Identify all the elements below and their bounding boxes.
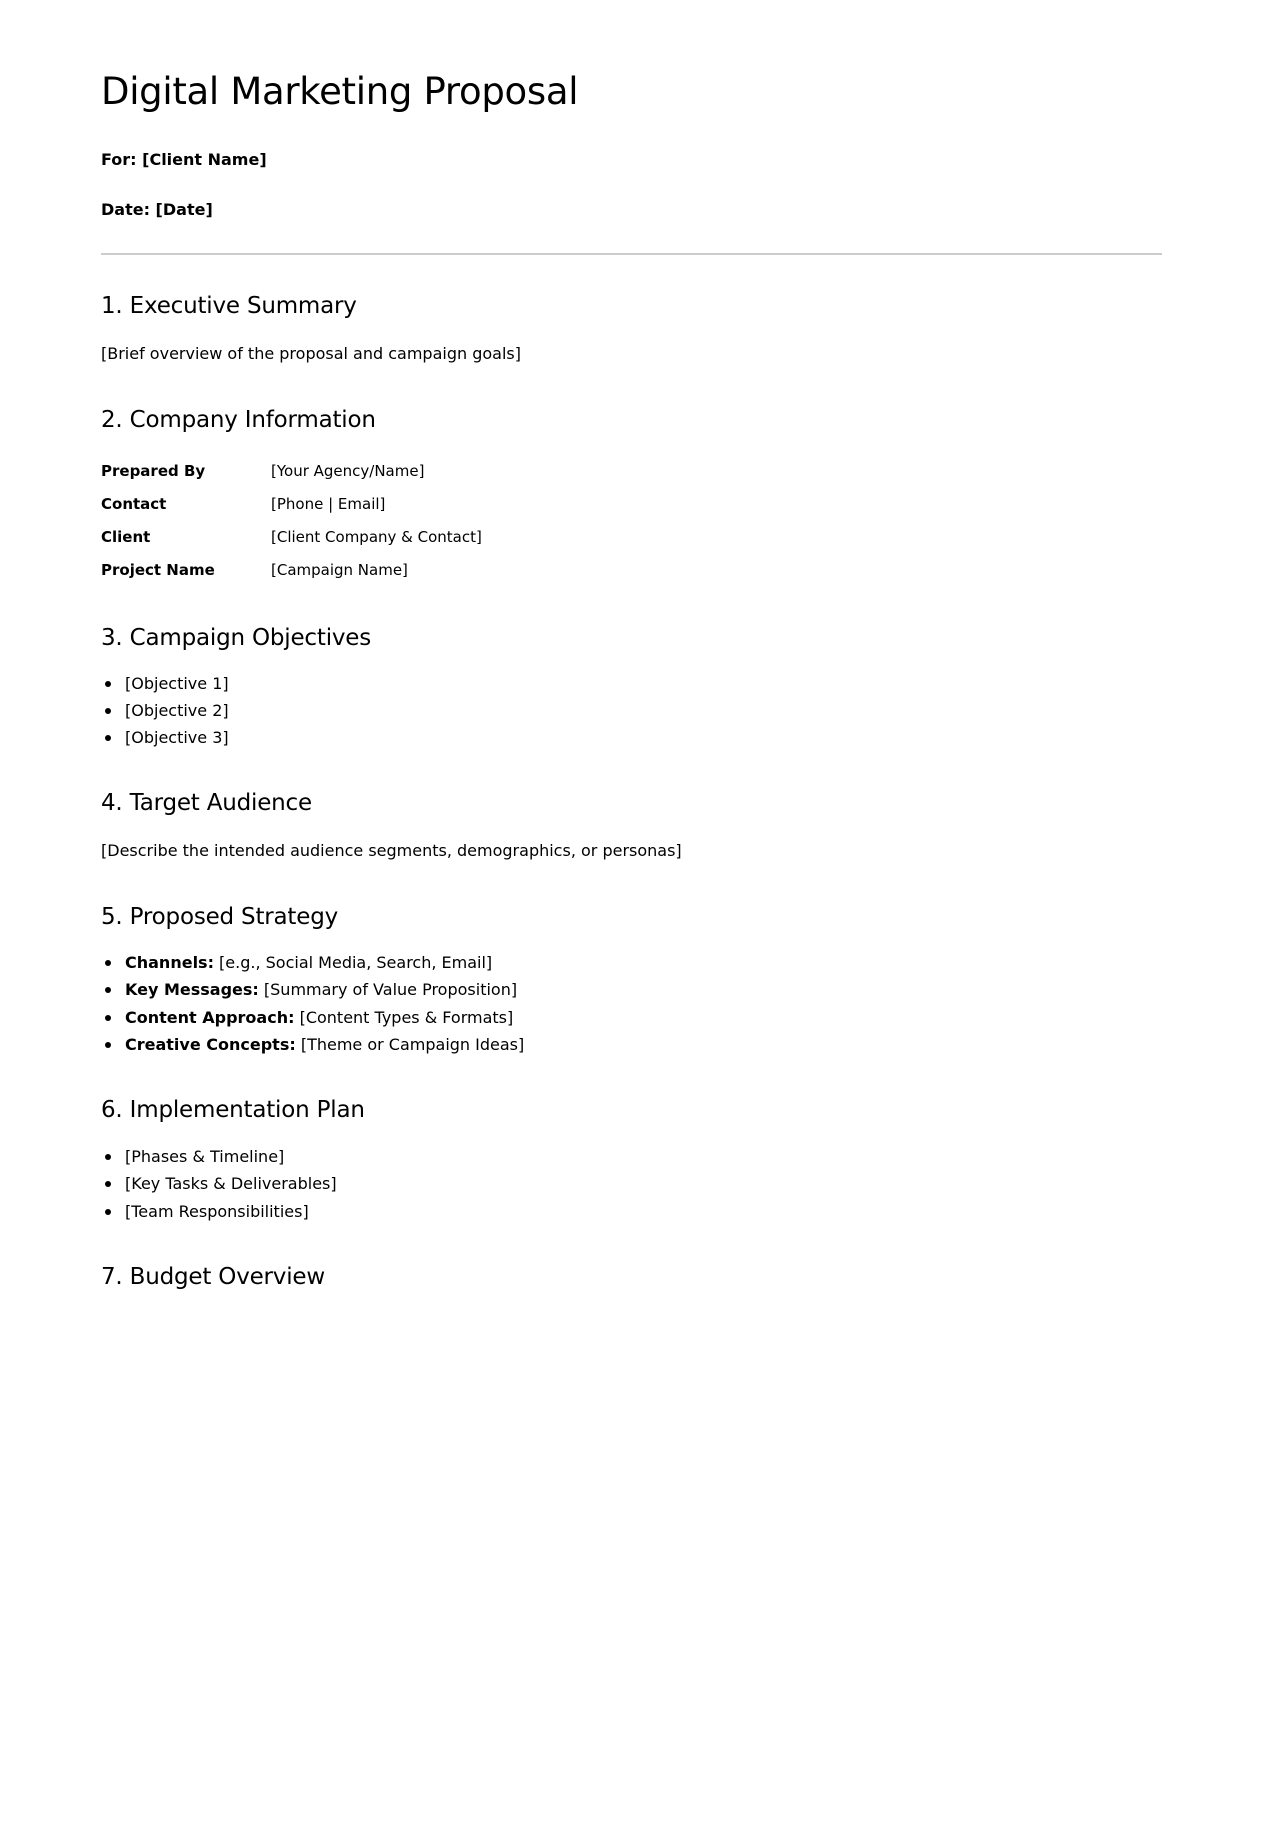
item-value: [Summary of Value Proposition] bbox=[258, 980, 518, 999]
section-heading-company-information: 2. Company Information bbox=[101, 407, 376, 433]
document-title: Digital Marketing Proposal bbox=[101, 70, 579, 113]
row-label: Prepared By bbox=[101, 462, 206, 480]
bullet-icon bbox=[105, 735, 111, 741]
row-value: [Campaign Name] bbox=[271, 561, 408, 579]
row-value: [Phone | Email] bbox=[271, 495, 386, 513]
row-label: Contact bbox=[101, 495, 167, 513]
item-label: Channels: bbox=[125, 953, 214, 972]
list-item-text: [Key Tasks & Deliverables] bbox=[125, 1174, 337, 1193]
list-item-text: [Objective 2] bbox=[125, 701, 229, 720]
item-label: Creative Concepts: bbox=[125, 1035, 296, 1054]
row-label: Project Name bbox=[101, 561, 215, 579]
section-heading-proposed-strategy: 5. Proposed Strategy bbox=[101, 904, 339, 930]
bullet-icon bbox=[105, 708, 111, 714]
section-heading-target-audience: 4. Target Audience bbox=[101, 790, 312, 816]
section-heading-executive-summary: 1. Executive Summary bbox=[101, 293, 357, 319]
item-value: [e.g., Social Media, Search, Email] bbox=[213, 953, 493, 972]
section-heading-campaign-objectives: 3. Campaign Objectives bbox=[101, 625, 372, 651]
list-item-text: [Objective 1] bbox=[125, 674, 229, 693]
row-value: [Your Agency/Name] bbox=[271, 462, 425, 480]
item-value: [Theme or Campaign Ideas] bbox=[295, 1035, 525, 1054]
list-item-text: [Phases & Timeline] bbox=[125, 1147, 285, 1166]
bullet-icon bbox=[105, 1154, 111, 1160]
section-heading-budget-overview: 7. Budget Overview bbox=[101, 1264, 325, 1290]
bullet-icon bbox=[105, 1209, 111, 1215]
list-item-text: [Team Responsibilities] bbox=[125, 1202, 309, 1221]
item-value: [Content Types & Formats] bbox=[294, 1008, 514, 1027]
header-divider bbox=[101, 253, 1162, 255]
date-line: Date: [Date] bbox=[101, 200, 213, 219]
target-audience-text: [Describe the intended audience segments, demographics, or personas] bbox=[101, 841, 682, 860]
item-label: Content Approach: bbox=[125, 1008, 295, 1027]
bullet-icon bbox=[105, 960, 111, 966]
for-client-line: For: [Client Name] bbox=[101, 150, 267, 169]
executive-summary-text: [Brief overview of the proposal and campaign goals] bbox=[101, 344, 521, 363]
section-heading-implementation-plan: 6. Implementation Plan bbox=[101, 1097, 365, 1123]
bullet-icon bbox=[105, 681, 111, 687]
bullet-icon bbox=[105, 987, 111, 993]
bullet-icon bbox=[105, 1181, 111, 1187]
row-label: Client bbox=[101, 528, 151, 546]
row-value: [Client Company & Contact] bbox=[271, 528, 482, 546]
bullet-icon bbox=[105, 1015, 111, 1021]
list-item-text: [Objective 3] bbox=[125, 728, 229, 747]
item-label: Key Messages: bbox=[125, 980, 259, 999]
bullet-icon bbox=[105, 1042, 111, 1048]
